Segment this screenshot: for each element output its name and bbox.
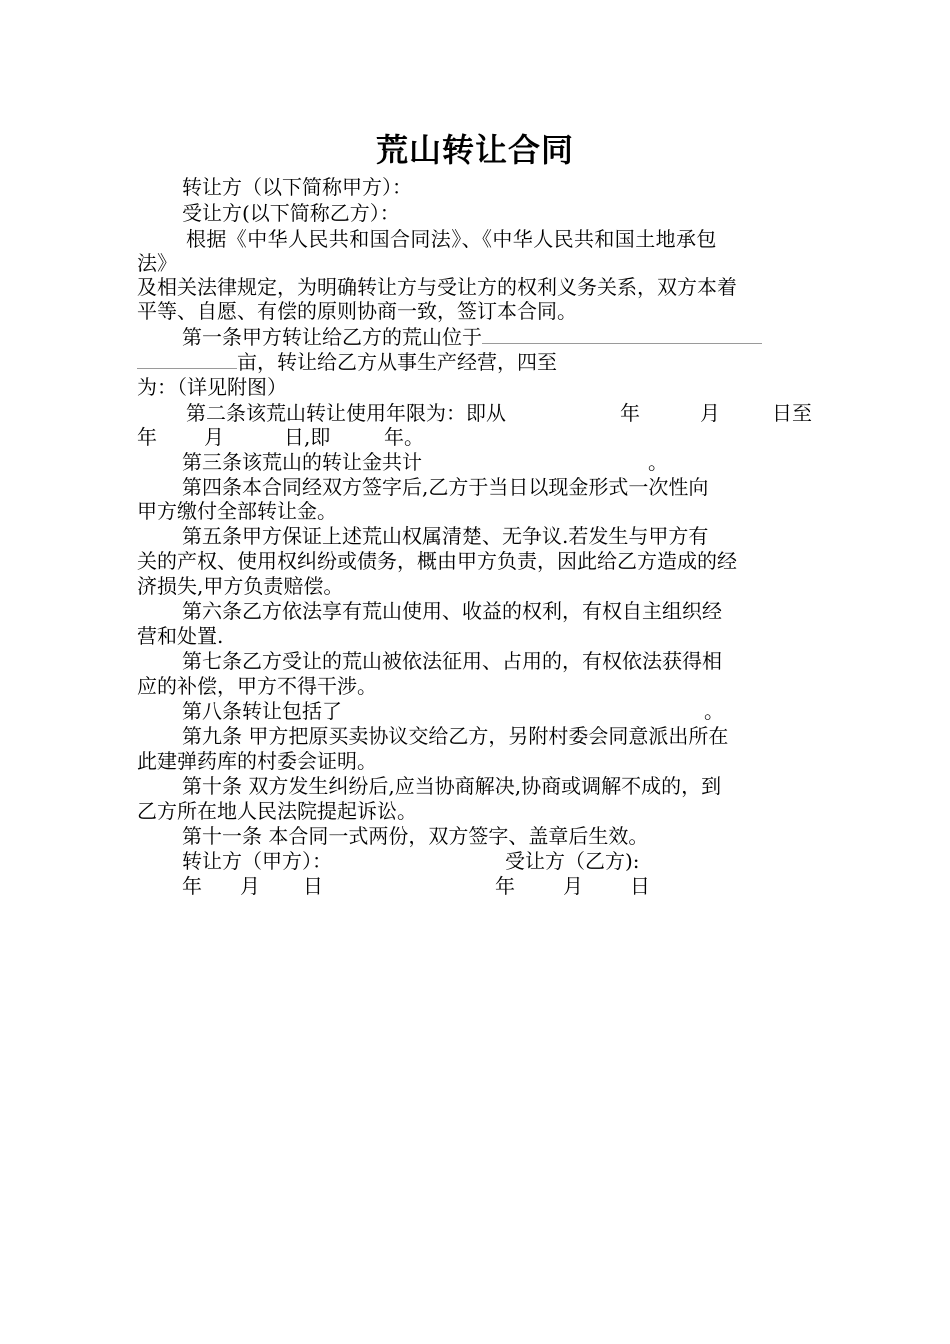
sign-date-b-year: 年 <box>495 874 515 898</box>
article-1-text-2: 亩，转让给乙方从事生产经营，四至 <box>237 350 557 374</box>
article-8-text: 第八条转让包括了 <box>182 699 342 723</box>
article-5-line-3: 济损失,甲方负责赔偿。 <box>137 574 344 598</box>
article-6-line-2: 营和处置. <box>137 624 224 648</box>
article-2-total-years: 年。 <box>384 425 424 449</box>
signature-transferee-label: 受让方（乙方): <box>505 849 640 873</box>
article-2-text: 第二条该荒山转让使用年限为：即从 <box>186 401 506 425</box>
article-11-line: 第十一条 本合同一式两份，双方签字、盖章后生效。 <box>182 824 649 848</box>
preamble-line-2: 法》 <box>137 251 177 275</box>
preamble-line-4: 平等、自愿、有偿的原则协商一致，签订本合同。 <box>137 299 577 323</box>
article-6-line-1: 第六条乙方依法享有荒山使用、收益的权利，有权自主组织经 <box>182 599 722 623</box>
article-2-end-month: 月 <box>204 425 224 449</box>
article-10-line-2: 乙方所在地人民法院提起诉讼。 <box>137 799 417 823</box>
article-2-end-day: 日,即 <box>284 425 331 449</box>
article-1-line-3: 为：（详见附图） <box>137 375 287 399</box>
sign-date-b-month: 月 <box>563 874 583 898</box>
article-1-text: 第一条甲方转让给乙方的荒山位于 <box>182 325 482 349</box>
article-9-line-2: 此建弹药库的村委会证明。 <box>137 749 377 773</box>
sign-date-a-year: 年 <box>182 874 202 898</box>
article-7-line-2: 应的补偿，甲方不得干涉。 <box>137 674 377 698</box>
article-3-text: 第三条该荒山的转让金共计 <box>182 450 422 474</box>
location-blank <box>482 324 762 344</box>
article-10-line-1: 第十条 双方发生纠纷后,应当协商解决,协商或调解不成的，到 <box>182 774 722 798</box>
sign-date-b-day: 日 <box>630 874 650 898</box>
article-5-line-2: 关的产权、使用权纠纷或债务，概由甲方负责，因此给乙方造成的经 <box>137 549 737 573</box>
party-b-line: 受让方(以下简称乙方）： <box>182 201 400 225</box>
article-5-line-1: 第五条甲方保证上述荒山权属清楚、无争议.若发生与甲方有 <box>182 524 709 548</box>
sign-date-a-day: 日 <box>303 874 323 898</box>
article-9-line-1: 第九条 甲方把原买卖协议交给乙方，另附村委会同意派出所在 <box>182 724 729 748</box>
document-title: 荒山转让合同 <box>375 131 574 169</box>
article-2-end-year: 年 <box>137 425 157 449</box>
article-8-period: 。 <box>704 699 724 723</box>
article-4-line-1: 第四条本合同经双方签字后,乙方于当日以现金形式一次性向 <box>182 475 709 499</box>
preamble-line-1: 根据《中华人民共和国合同法》、《中华人民共和国土地承包 <box>186 227 717 251</box>
area-blank <box>137 349 237 369</box>
article-2-start-day: 日至 <box>772 401 812 425</box>
party-a-line: 转让方（以下简称甲方）： <box>182 175 412 199</box>
article-2-start-month: 月 <box>700 401 720 425</box>
article-3-period: 。 <box>648 450 668 474</box>
signature-transferor-label: 转让方（甲方）： <box>182 849 332 873</box>
article-2-start-year: 年 <box>620 401 640 425</box>
sign-date-a-month: 月 <box>240 874 260 898</box>
article-1-line-1 <box>182 324 762 350</box>
preamble-line-3: 及相关法律规定，为明确转让方与受让方的权利义务关系，双方本着 <box>137 275 737 299</box>
article-1-line-2 <box>137 349 557 375</box>
article-4-line-2: 甲方缴付全部转让金。 <box>137 499 337 523</box>
article-7-line-1: 第七条乙方受让的荒山被依法征用、占用的，有权依法获得相 <box>182 649 722 673</box>
